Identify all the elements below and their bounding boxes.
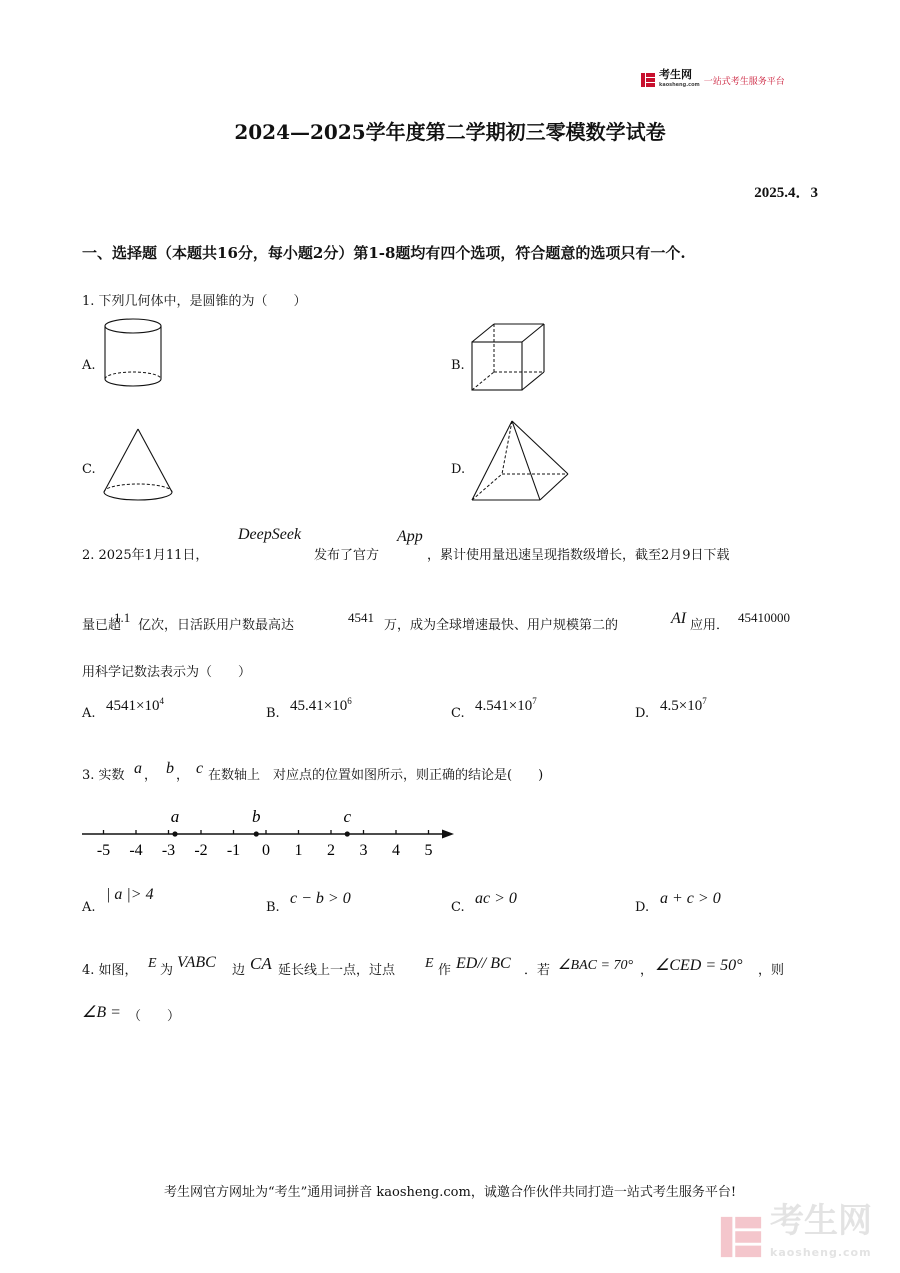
q4-text-h: ，则 bbox=[758, 963, 785, 978]
q4-text-f: ．若 bbox=[524, 963, 551, 978]
axis-tick-label: -2 bbox=[194, 842, 208, 859]
q2-text-1e: ，累计使用量迅速呈现指数级增长，截至2月9日下载 bbox=[427, 548, 730, 563]
q2-option-c-expr: $4.541\times 10^7$ bbox=[475, 696, 537, 714]
q2-text-2e: 万，成为全球增速最快、用户规模第二的 bbox=[384, 618, 619, 633]
point-label-b: b bbox=[252, 807, 261, 826]
q1-option-a-label: A. bbox=[82, 358, 96, 373]
page-title: 2024—2025学年度第二学期初三零模数学试卷 bbox=[234, 120, 666, 144]
q4-angle-ced: ∠CED = 50° bbox=[655, 957, 743, 974]
q4-angle-b: ∠B = bbox=[82, 1004, 121, 1021]
q4-text-d: 延长线上一点，过点 bbox=[278, 963, 396, 978]
q1-cylinder-figure bbox=[100, 316, 166, 390]
watermark-domain: kaosheng.com bbox=[770, 1246, 872, 1259]
watermark-logo-icon bbox=[718, 1214, 764, 1260]
q2-line2 bbox=[82, 608, 822, 634]
q1-stem: 1. 下列几何体中，是圆锥的为（ ） bbox=[82, 294, 307, 309]
q3-comma-1: ， bbox=[144, 768, 158, 783]
axis-tick-label: 0 bbox=[262, 842, 270, 859]
q4-line2 bbox=[82, 1002, 282, 1026]
logo-slogan: 一站式考生服务平台 bbox=[703, 76, 785, 87]
point-label-a: a bbox=[170, 807, 180, 826]
q2-text-2g: 应用． bbox=[690, 618, 730, 633]
q4-text-g: ， bbox=[640, 963, 654, 978]
point-label-c: c bbox=[343, 807, 352, 826]
q2-option-d-label: D. bbox=[635, 706, 650, 721]
q2-ai: AI bbox=[671, 610, 687, 627]
q2-num-1-1: 1.1 bbox=[114, 610, 131, 625]
axis-tick-label: -5 bbox=[96, 842, 111, 859]
q1-cube-figure bbox=[470, 320, 550, 392]
q2-line1 bbox=[82, 526, 822, 566]
header-logo bbox=[640, 70, 785, 90]
q4-text-c: 边 bbox=[232, 963, 246, 978]
q3-text-b: 在数轴上 对应点的位置如图所示，则正确的结论是( ) bbox=[208, 768, 544, 783]
logo-icon bbox=[640, 72, 656, 88]
q2-options bbox=[82, 696, 822, 724]
q1-option-c-label: C. bbox=[82, 462, 96, 477]
q3-number-line bbox=[78, 804, 458, 860]
q4-angle-bac: ∠BAC = 70° bbox=[558, 958, 634, 973]
axis-tick-label: 2 bbox=[327, 842, 335, 859]
q3-option-c-label: C. bbox=[451, 900, 465, 915]
q4-point-e: E bbox=[148, 956, 157, 971]
q2-text-2c: 亿次，日活跃用户数最高达 bbox=[138, 618, 295, 633]
q3-options bbox=[82, 886, 822, 916]
q2-app: App bbox=[397, 528, 423, 545]
q3-option-a-expr: | a |> 4 bbox=[106, 886, 154, 903]
q2-option-c-label: C. bbox=[451, 706, 465, 721]
q3-option-c-expr: ac > 0 bbox=[475, 890, 517, 907]
axis-tick-label: 1 bbox=[294, 842, 303, 859]
q3-option-b-label: B. bbox=[266, 900, 280, 915]
axis-tick-label: -1 bbox=[226, 842, 241, 859]
q3-var-b: b bbox=[166, 760, 174, 777]
q2-option-d-expr: $4.5\times 10^7$ bbox=[660, 696, 707, 714]
axis-tick-label: -4 bbox=[129, 842, 143, 859]
exam-date: 2025.4．3 bbox=[754, 185, 818, 201]
q2-line3: 用科学记数法表示为（ ） bbox=[82, 665, 252, 680]
axis-tick-label: -3 bbox=[161, 842, 176, 859]
point-a bbox=[172, 831, 177, 836]
q2-text-1c: 发布了官方 bbox=[314, 548, 380, 563]
q4-parallel: ED// BC bbox=[456, 955, 511, 972]
watermark bbox=[718, 1201, 872, 1269]
watermark-text: 考生网 kaosheng.com bbox=[770, 1205, 872, 1269]
q4-text-b: 为 bbox=[160, 963, 174, 978]
q4-triangle: VABC bbox=[177, 954, 216, 971]
q3-text-a: 3. 实数 bbox=[82, 768, 125, 783]
q1-pyramid-figure bbox=[470, 418, 574, 506]
q3-stem bbox=[82, 760, 782, 786]
q4-text-a: 4. 如图， bbox=[82, 963, 138, 978]
q3-option-b-expr: c − b > 0 bbox=[290, 890, 351, 907]
q2-option-a-label: A. bbox=[82, 706, 96, 721]
q3-option-d-label: D. bbox=[635, 900, 650, 915]
q2-option-b-expr: $45.41\times 10^6$ bbox=[290, 696, 352, 714]
q1-cone-figure bbox=[100, 426, 176, 502]
q3-option-a-label: A. bbox=[82, 900, 96, 915]
axis-tick-label: 3 bbox=[359, 842, 368, 859]
q4-text-e: 作 bbox=[438, 963, 452, 978]
q3-option-d-expr: a + c > 0 bbox=[660, 890, 721, 907]
point-b bbox=[254, 831, 259, 836]
q1-option-b-label: B. bbox=[451, 358, 465, 373]
logo-text: 考生网 kaosheng.com bbox=[659, 68, 700, 88]
q4-answer-blank: （ ） bbox=[128, 1009, 181, 1024]
q4-line1 bbox=[82, 954, 822, 980]
section-heading: 一、选择题（本题共16分，每小题2分）第1-8题均有四个选项，符合题意的选项只有一个. bbox=[82, 244, 686, 262]
axis-tick-label: 4 bbox=[392, 842, 400, 859]
q3-var-a: a bbox=[134, 760, 142, 777]
q2-text-2a: 量已超 bbox=[82, 618, 122, 633]
q2-num-4541: 4541 bbox=[348, 610, 374, 625]
footer-text: 考生网官方网址为“考生”通用词拼音 kaosheng.com，诚邀合作伙伴共同打造一站式考生服务平台! bbox=[163, 1185, 737, 1200]
axis-tick-label: 5 bbox=[424, 842, 433, 859]
q3-comma-2: ， bbox=[176, 768, 190, 783]
q2-deepseek: DeepSeek bbox=[238, 526, 302, 543]
q2-option-b-label: B. bbox=[266, 706, 280, 721]
point-c bbox=[345, 831, 350, 836]
q2-text-1a: 2. 2025年1月11日， bbox=[82, 548, 209, 563]
axis-arrow-icon bbox=[442, 830, 454, 839]
q2-num-45410000: 45410000 bbox=[738, 610, 790, 625]
q2-option-a-expr: $4541\times 10^4$ bbox=[106, 696, 164, 714]
q4-side-ca: CA bbox=[250, 954, 272, 973]
q4-point-e-2: E bbox=[425, 956, 434, 971]
logo-domain: kaosheng.com bbox=[659, 82, 700, 88]
q3-var-c: c bbox=[196, 760, 204, 777]
q1-option-d-label: D. bbox=[451, 462, 466, 477]
